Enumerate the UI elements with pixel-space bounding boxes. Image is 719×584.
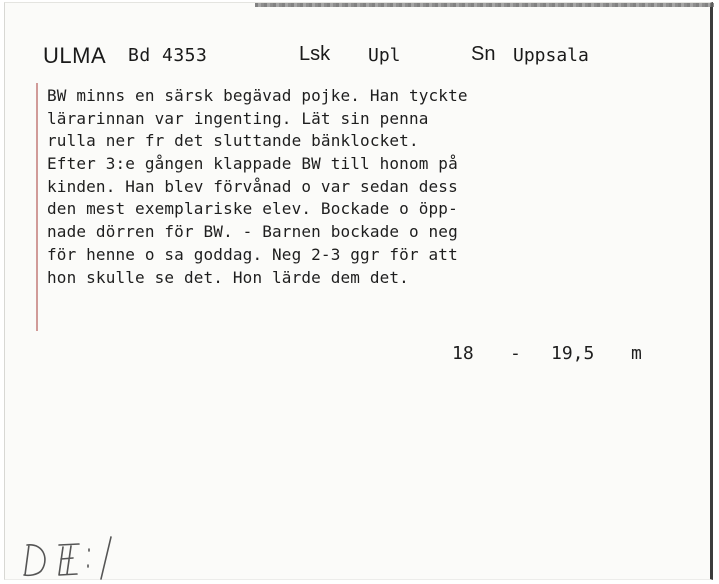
handwritten-mark — [15, 531, 145, 583]
record-number: Bd 4353 — [128, 45, 208, 66]
body-line: lärarinnan var ingenting. Lät sin penna — [47, 108, 429, 128]
body-line: BW minns en särsk begävad pojke. Han tyckte — [47, 86, 468, 105]
landskap-value: Upl — [368, 45, 401, 66]
index-card — [4, 2, 713, 580]
position-from: 18 — [452, 343, 474, 364]
body-line: för henne o sa goddag. Neg 2-3 ggr för att — [47, 244, 458, 264]
landskap-label: Lsk — [299, 43, 331, 65]
body-line: Efter 3:e gången klappade BW till honom på — [47, 154, 458, 174]
body-line: den mest exemplariske elev. Bockade o öpp- — [47, 199, 458, 219]
recording-position — [5, 343, 710, 369]
socken-label: Sn — [471, 43, 496, 65]
position-to: 19,5 — [551, 343, 595, 364]
body-line: nade dörren för BW. - Barnen bockade o neg — [47, 222, 458, 242]
position-unit: m — [631, 343, 642, 364]
body-line: rulla ner fr det sluttande bänklocket. — [47, 131, 419, 151]
socken-value: Uppsala — [513, 45, 589, 66]
archive-code: ULMA — [43, 43, 107, 68]
card-header — [5, 43, 710, 73]
position-dash: - — [510, 343, 521, 364]
body-line: kinden. Han blev förvånad o var sedan dess — [47, 176, 458, 196]
margin-rule — [36, 83, 38, 331]
body-line: hon skulle se det. Hon lärde dem det. — [47, 267, 409, 287]
card-top-edge — [255, 3, 714, 7]
card-body-text — [47, 85, 687, 289]
